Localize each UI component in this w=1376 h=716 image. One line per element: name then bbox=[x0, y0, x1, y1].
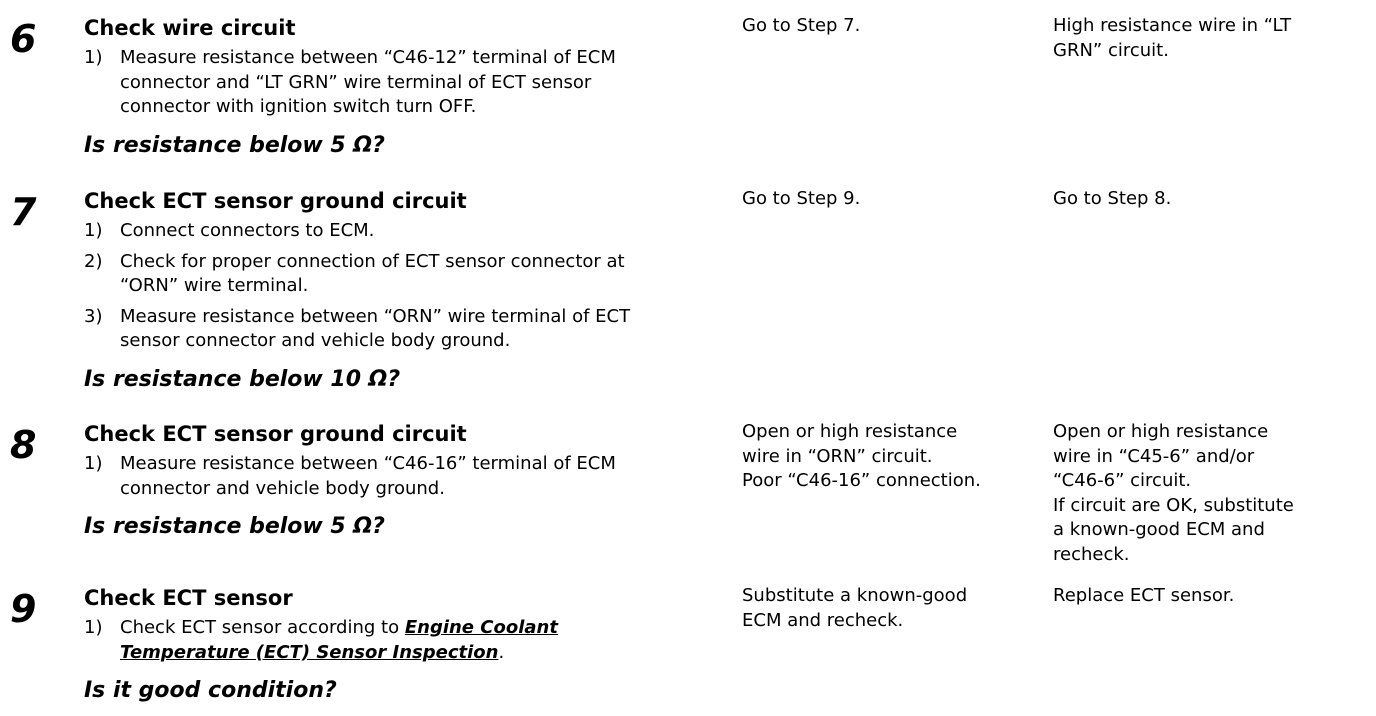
list-item bbox=[84, 452, 714, 501]
yes-result bbox=[742, 584, 1032, 633]
no-line: wire in “C45-6” and/or bbox=[1053, 445, 1255, 467]
yes-result bbox=[742, 420, 1032, 494]
item-line: Measure resistance between “C46-16” terminal of ECM bbox=[120, 453, 616, 474]
step-title: Check wire circuit bbox=[84, 16, 296, 40]
yes-line: Poor “C46-16” connection. bbox=[742, 470, 981, 491]
step-question: Is resistance below 5 Ω? bbox=[84, 514, 385, 539]
step-question: Is it good condition? bbox=[84, 678, 337, 703]
item-index: 3) bbox=[84, 305, 103, 327]
no-line: Go to Step 8. bbox=[1053, 188, 1172, 209]
step-question: Is resistance below 5 Ω? bbox=[84, 132, 385, 158]
step-title: Check ECT sensor ground circuit bbox=[84, 422, 467, 446]
step-number: 7 bbox=[10, 190, 37, 234]
step-number: 6 bbox=[10, 17, 37, 61]
yes-line: wire in “ORN” circuit. bbox=[742, 445, 933, 467]
step-action bbox=[84, 187, 714, 394]
item-line: connector and vehicle body ground. bbox=[120, 477, 445, 499]
no-result bbox=[1053, 14, 1353, 63]
step-action bbox=[84, 584, 714, 705]
item-text: . bbox=[498, 641, 505, 663]
yes-line: Go to Step 7. bbox=[742, 15, 861, 36]
no-line: “C46-6” circuit. bbox=[1053, 470, 1192, 491]
item-line: “ORN” wire terminal. bbox=[120, 275, 309, 296]
inspection-link[interactable]: Engine Coolant bbox=[404, 617, 558, 638]
step-question: Is resistance below 10 Ω? bbox=[84, 366, 401, 392]
item-index: 1) bbox=[84, 617, 103, 638]
item-line: connector and “LT GRN” wire terminal of ECT sensor bbox=[120, 71, 592, 93]
item-index: 1) bbox=[84, 453, 103, 474]
yes-result bbox=[742, 187, 1032, 212]
no-line: Replace ECT sensor. bbox=[1053, 585, 1235, 606]
no-result bbox=[1053, 420, 1353, 567]
item-line bbox=[120, 641, 714, 666]
step-items bbox=[84, 219, 714, 354]
yes-line: ECM and recheck. bbox=[742, 609, 904, 631]
list-item bbox=[84, 219, 714, 244]
no-result bbox=[1053, 584, 1353, 609]
step-number: 8 bbox=[10, 423, 37, 467]
list-item bbox=[84, 616, 714, 665]
item-line: Connect connectors to ECM. bbox=[120, 220, 375, 241]
yes-line: Go to Step 9. bbox=[742, 188, 861, 209]
yes-line: Open or high resistance bbox=[742, 421, 958, 442]
step-action bbox=[84, 420, 714, 541]
item-index: 1) bbox=[84, 47, 103, 68]
item-index: 1) bbox=[84, 220, 103, 241]
item-line: sensor connector and vehicle body ground. bbox=[120, 330, 511, 351]
list-item bbox=[84, 305, 714, 354]
step-number: 9 bbox=[10, 587, 37, 631]
item-line bbox=[120, 616, 714, 641]
list-item bbox=[84, 46, 714, 120]
no-line: GRN” circuit. bbox=[1053, 39, 1169, 61]
step-title: Check ECT sensor bbox=[84, 586, 293, 610]
item-line: Measure resistance between “ORN” wire terminal of ECT bbox=[120, 305, 631, 327]
no-line: a known-good ECM and bbox=[1053, 519, 1265, 540]
list-item bbox=[84, 250, 714, 299]
item-line: connector with ignition switch turn OFF. bbox=[120, 96, 477, 117]
step-action bbox=[84, 14, 714, 160]
yes-line: Substitute a known-good bbox=[742, 585, 968, 606]
yes-result bbox=[742, 14, 1032, 39]
item-text: Check ECT sensor according to bbox=[120, 617, 405, 638]
step-title: Check ECT sensor ground circuit bbox=[84, 189, 467, 213]
step-items bbox=[84, 46, 714, 120]
no-line: High resistance wire in “LT bbox=[1053, 15, 1292, 36]
item-line: Measure resistance between “C46-12” terminal of ECM bbox=[120, 47, 616, 68]
item-line: Check for proper connection of ECT sensor connector at bbox=[120, 250, 625, 272]
item-index: 2) bbox=[84, 250, 103, 272]
no-line: recheck. bbox=[1053, 543, 1130, 565]
step-items bbox=[84, 616, 714, 665]
no-line: Open or high resistance bbox=[1053, 421, 1269, 442]
no-result bbox=[1053, 187, 1353, 212]
step-items bbox=[84, 452, 714, 501]
no-line: If circuit are OK, substitute bbox=[1053, 494, 1294, 516]
inspection-link[interactable]: Temperature (ECT) Sensor Inspection bbox=[120, 641, 499, 663]
